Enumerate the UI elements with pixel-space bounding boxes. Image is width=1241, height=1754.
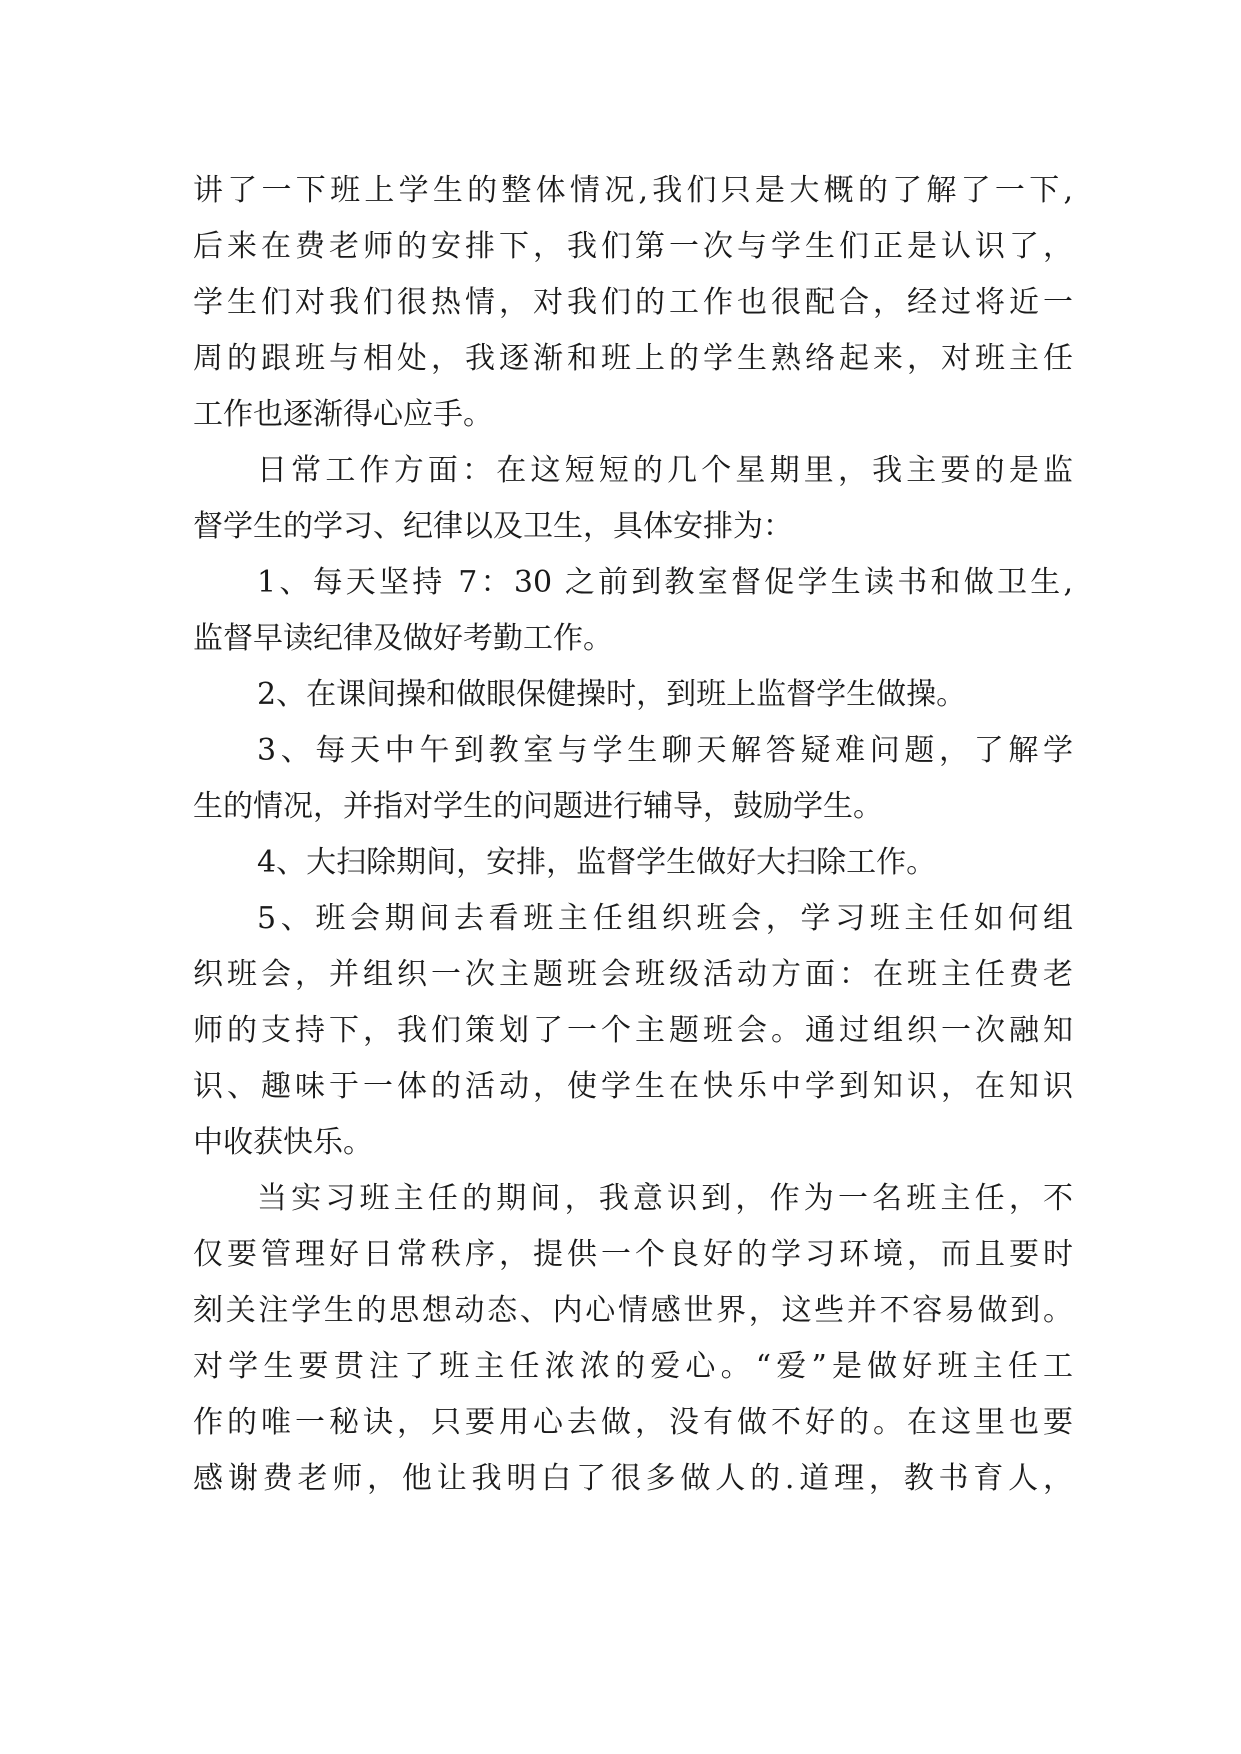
text-line: 识、趣味于一体的活动，使学生在快乐中学到知识，在知识 bbox=[193, 1069, 1073, 1104]
list-item-line: 1、每天坚持 7：30 之前到教室督促学生读书和做卫生, bbox=[257, 565, 1073, 600]
text-line: 仅要管理好日常秩序，提供一个良好的学习环境，而且要时 bbox=[193, 1237, 1073, 1272]
text-line: 监督早读纪律及做好考勤工作。 bbox=[193, 621, 613, 656]
document-body bbox=[193, 163, 1073, 1507]
text-line: 后来在费老师的安排下，我们第一次与学生们正是认识了， bbox=[193, 229, 1073, 264]
text-line: 师的支持下，我们策划了一个主题班会。通过组织一次融知 bbox=[193, 1013, 1073, 1048]
text-line: 作的唯一秘诀，只要用心去做，没有做不好的。在这里也要 bbox=[193, 1405, 1073, 1440]
text-line: 生的情况，并指对学生的问题进行辅导，鼓励学生。 bbox=[193, 789, 883, 824]
text-line: 中收获快乐。 bbox=[193, 1125, 373, 1160]
list-item-line: 4、大扫除期间，安排，监督学生做好大扫除工作。 bbox=[257, 845, 937, 880]
text-line: 感谢费老师，他让我明白了很多做人的.道理，教书育人， bbox=[193, 1461, 1073, 1496]
text-line: 周的跟班与相处，我逐渐和班上的学生熟络起来，对班主任 bbox=[193, 341, 1073, 376]
list-item-line: 3、每天中午到教室与学生聊天解答疑难问题，了解学 bbox=[257, 733, 1073, 768]
text-line: 工作也逐渐得心应手。 bbox=[193, 397, 493, 432]
text-line: 督学生的学习、纪律以及卫生，具体安排为： bbox=[193, 509, 793, 544]
text-line: 当实习班主任的期间，我意识到，作为一名班主任，不 bbox=[257, 1181, 1073, 1216]
text-line: 日常工作方面：在这短短的几个星期里，我主要的是监 bbox=[257, 453, 1073, 488]
list-item-line: 2、在课间操和做眼保健操时，到班上监督学生做操。 bbox=[257, 677, 967, 712]
text-line: 学生们对我们很热情，对我们的工作也很配合，经过将近一 bbox=[193, 285, 1073, 320]
text-line: 对学生要贯注了班主任浓浓的爱心。“爱”是做好班主任工 bbox=[193, 1349, 1073, 1384]
list-item-line: 5、班会期间去看班主任组织班会，学习班主任如何组 bbox=[257, 901, 1073, 936]
text-line: 讲了一下班上学生的整体情况,我们只是大概的了解了一下, bbox=[193, 173, 1073, 208]
text-line: 织班会，并组织一次主题班会班级活动方面：在班主任费老 bbox=[193, 957, 1073, 992]
text-line: 刻关注学生的思想动态、内心情感世界，这些并不容易做到。 bbox=[193, 1293, 1073, 1328]
